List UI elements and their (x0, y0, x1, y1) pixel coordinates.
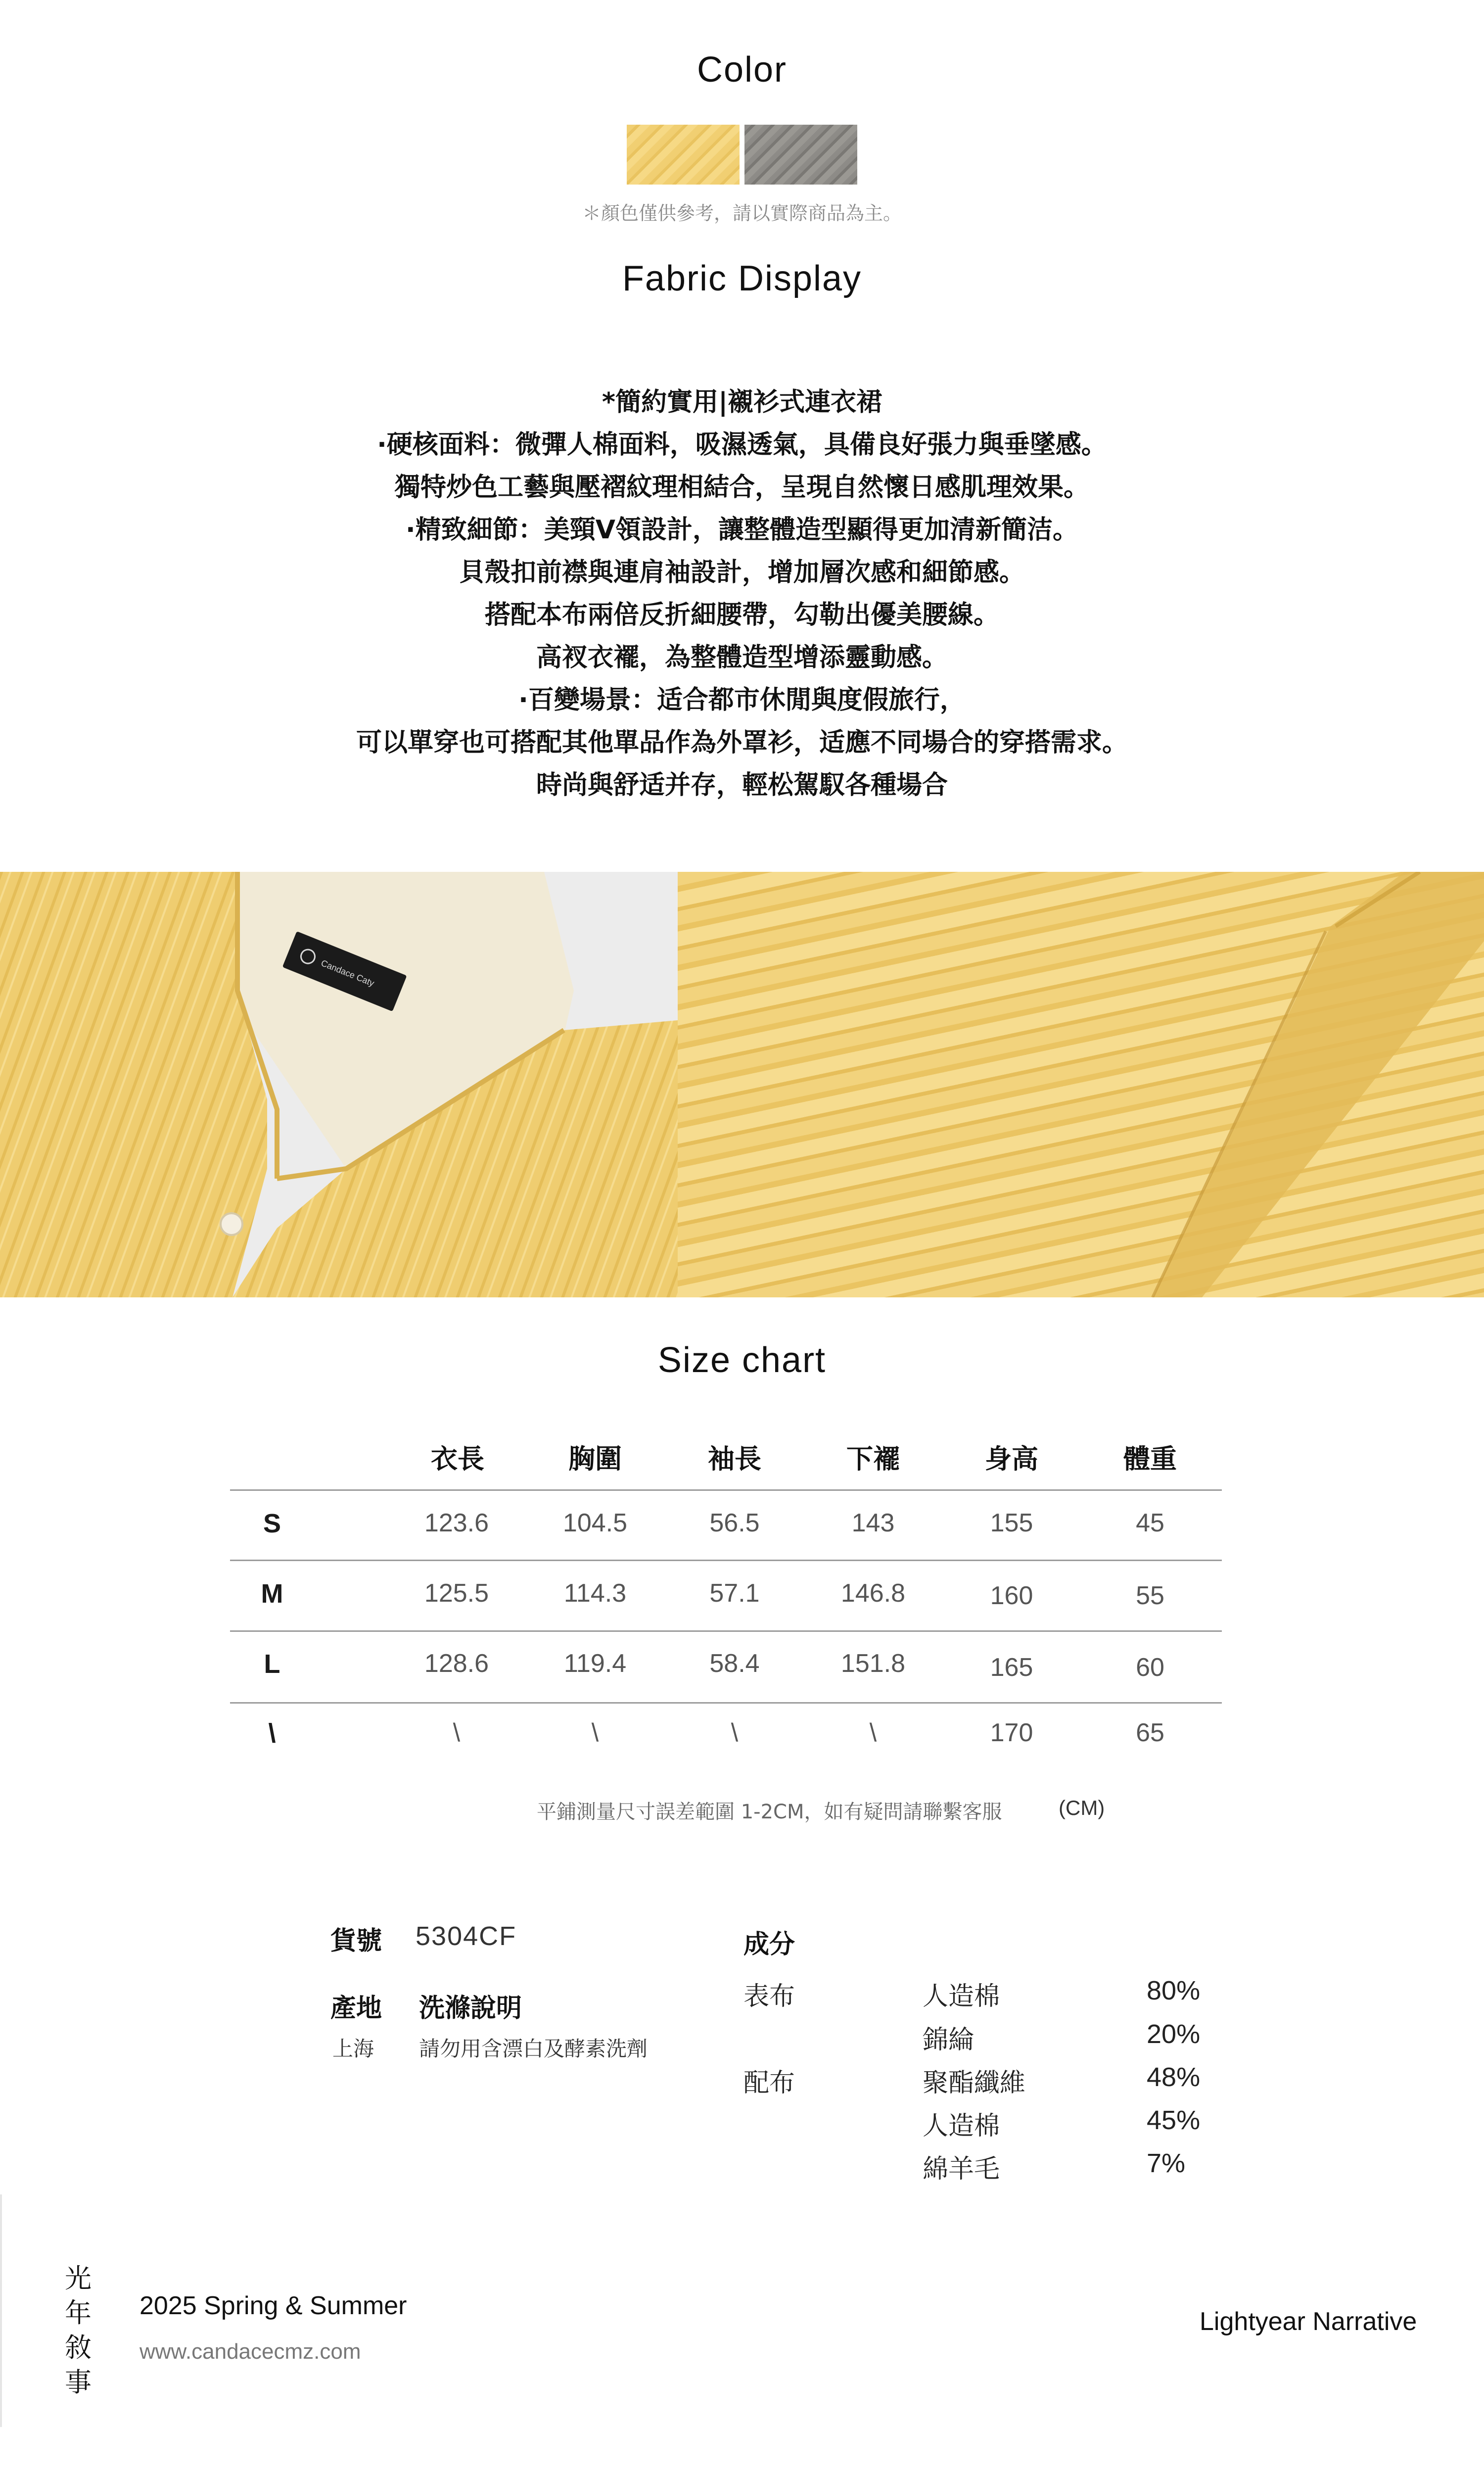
size-cell: 146.8 (840, 1579, 906, 1608)
footer-website[interactable]: www.candacecmz.com (139, 2339, 361, 2364)
photo-collar-detail (0, 872, 678, 1297)
desc-line: 獨特炒色工藝與壓褶紋理相結合，呈現自然懷日感肌理效果。 (394, 473, 1089, 502)
desc-line: 時尚與舒适并存，輕松駕馭各種場合 (536, 770, 948, 800)
desc-line: 高衩衣襬，為整體造型增添靈動感。 (536, 643, 948, 672)
size-cell: 123.6 (424, 1509, 489, 1537)
lining-fabric-label: 配布 (743, 2068, 795, 2098)
footer-vertical-char: 敘 (65, 2332, 92, 2363)
col-header: 下襬 (846, 1443, 900, 1475)
color-note: ＊顏色僅供參考，請以實際商品為主。 (582, 202, 902, 224)
size-cell: \ (453, 1718, 461, 1747)
table-divider (230, 1560, 1222, 1561)
size-cell: 170 (990, 1718, 1033, 1747)
label-brand: Candace Caty (320, 958, 376, 989)
size-cell: 56.5 (709, 1509, 760, 1537)
col-header: 胸圍 (568, 1443, 622, 1475)
sku-label: 貨號 (330, 1926, 382, 1956)
size-cell: 114.3 (563, 1579, 627, 1608)
size-cell: 143 (851, 1509, 895, 1537)
outer-fabric-label: 表布 (743, 1982, 795, 2011)
material-percent: 45% (1147, 2105, 1201, 2135)
material-percent: 20% (1147, 2019, 1201, 2049)
desc-line: ·硬核面料：微彈人棉面料，吸濕透氣，具備良好張力與垂墜感。 (377, 430, 1107, 460)
size-label: M (261, 1579, 283, 1609)
footer-vertical-char: 年 (65, 2297, 92, 2329)
table-divider (230, 1630, 1222, 1632)
size-cell: 45 (1136, 1509, 1164, 1537)
footer-edge-line (0, 2194, 2, 2427)
swatch-gray[interactable] (744, 125, 857, 185)
desc-line: ·精致細節：美頸V領設計，讓整體造型顯得更加清新簡洁。 (406, 515, 1078, 545)
color-title: Color (696, 50, 788, 90)
size-cell: 119.4 (563, 1649, 627, 1678)
collar-illustration (0, 872, 678, 1297)
footer-vertical-title (63, 2261, 93, 2400)
col-header: 身高 (985, 1443, 1038, 1475)
size-cell: 65 (1136, 1718, 1164, 1747)
size-cell: \ (731, 1718, 739, 1747)
desc-line: 貝殼扣前襟與連肩袖設計，增加層次感和細節感。 (459, 558, 1025, 587)
size-cell: 165 (990, 1653, 1033, 1682)
swatch-yellow[interactable] (627, 125, 740, 185)
origin-label: 產地 (330, 1994, 382, 2023)
material-name: 綿羊毛 (923, 2154, 1000, 2184)
desc-line: ·百變場景：适合都市休閒與度假旅行， (518, 685, 966, 715)
material-name: 人造棉 (923, 2111, 1000, 2141)
sku-value: 5304CF (416, 1921, 517, 1951)
composition-label: 成分 (743, 1930, 795, 1959)
size-cell: 60 (1136, 1653, 1164, 1682)
size-cell: 55 (1136, 1581, 1164, 1610)
wash-value: 請勿用含漂白及酵素洗劑 (419, 2037, 648, 2061)
material-percent: 80% (1147, 1976, 1201, 2005)
material-name: 聚酯纖維 (923, 2068, 1026, 2098)
desc-line: 搭配本布兩倍反折細腰帶，勾勒出優美腰線。 (484, 600, 999, 630)
size-label: \ (268, 1718, 276, 1748)
desc-line: 可以單穿也可搭配其他單品作為外罩衫，适應不同場合的穿搭需求。 (356, 728, 1128, 758)
slit-illustration (678, 872, 1484, 1297)
size-label: L (264, 1649, 280, 1679)
size-cell: 128.6 (424, 1649, 489, 1678)
material-name: 錦綸 (923, 2025, 974, 2055)
size-cell: 125.5 (424, 1579, 489, 1608)
wash-label: 洗滌說明 (419, 1994, 522, 2023)
footer-brand-en: Lightyear Narrative (1200, 2307, 1417, 2336)
material-percent: 48% (1147, 2062, 1201, 2092)
material-percent: 7% (1147, 2148, 1186, 2178)
col-header: 袖長 (708, 1443, 761, 1475)
size-cell: \ (591, 1718, 599, 1747)
col-header: 體重 (1123, 1443, 1177, 1475)
size-cell: 151.8 (840, 1649, 906, 1678)
size-chart-note: 平鋪測量尺寸誤差範圍 1-2CM，如有疑問請聯繫客服 (537, 1801, 1002, 1823)
origin-value: 上海 (332, 2037, 374, 2061)
desc-line: *簡約實用|襯衫式連衣裙 (602, 387, 882, 417)
size-cell: 104.5 (562, 1509, 628, 1537)
col-header: 衣長 (431, 1443, 484, 1475)
size-label: S (263, 1509, 281, 1538)
footer-vertical-char: 事 (65, 2367, 92, 2398)
table-divider (230, 1489, 1222, 1491)
table-divider (230, 1702, 1222, 1704)
size-cell: 58.4 (709, 1649, 760, 1678)
size-cell: 155 (990, 1509, 1033, 1537)
size-cell: 160 (990, 1581, 1033, 1610)
photo-slit-detail (678, 872, 1484, 1297)
fabric-title: Fabric Display (622, 259, 862, 298)
size-cell: \ (869, 1718, 877, 1747)
footer-season: 2025 Spring & Summer (139, 2291, 407, 2320)
size-unit: (CM) (1059, 1796, 1105, 1819)
material-name: 人造棉 (923, 1982, 1000, 2011)
footer-vertical-char: 光 (65, 2263, 92, 2294)
size-cell: 57.1 (709, 1579, 760, 1608)
size-chart-title: Size chart (657, 1340, 827, 1380)
